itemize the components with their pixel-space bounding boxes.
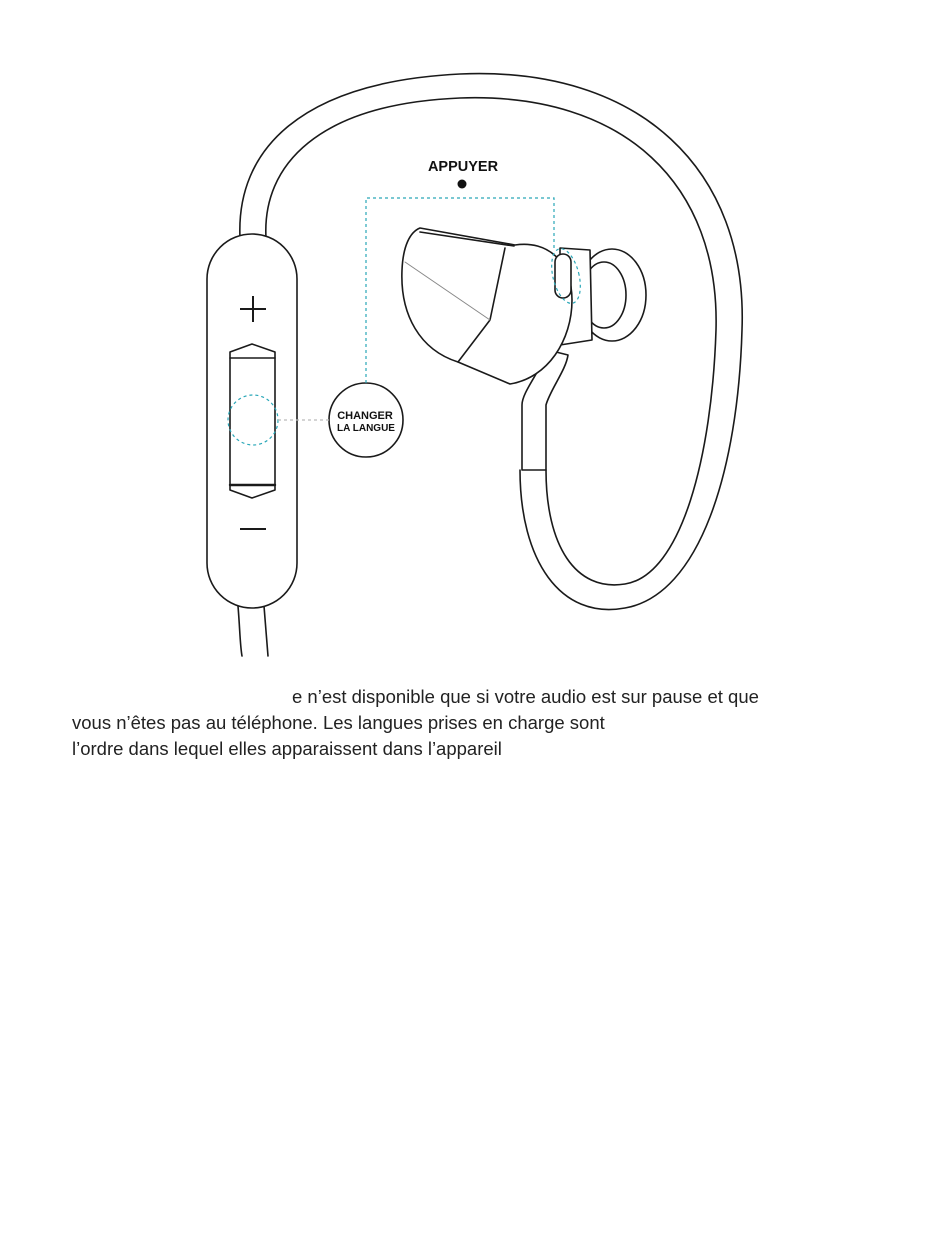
paragraph-line-1: e n’est disponible que si votre audio est sur pause et que (292, 686, 759, 707)
change-language-label-line2: LA LANGUE (337, 423, 395, 434)
paragraph-line-3: l’ordre dans lequel elles apparaissent dans l’appareil (72, 738, 502, 759)
press-indicator-dot (458, 180, 467, 189)
remote-rocker (230, 344, 275, 498)
cable-bottom-right (264, 606, 268, 656)
cable-bottom-left (238, 606, 242, 656)
instruction-paragraph (72, 684, 872, 762)
paragraph-line-2: vous n’êtes pas au téléphone. Les langues prises en charge sont (72, 712, 605, 733)
press-button (555, 254, 571, 298)
press-label: APPUYER (427, 159, 499, 175)
earbud-body (402, 228, 572, 384)
change-language-label-line1: CHANGER (337, 410, 393, 422)
